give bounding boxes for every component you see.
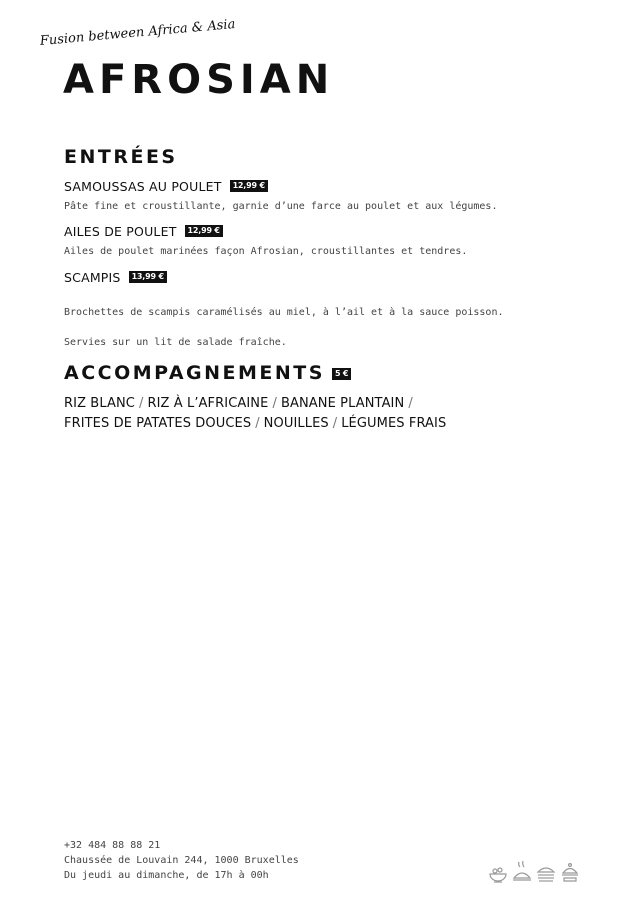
entrees-title: ENTRÉES: [64, 146, 178, 168]
item-description: Ailes de poulet marinées façon Afrosian, croustillantes et tendres.: [64, 246, 468, 257]
price-badge: 13,99 €: [129, 271, 167, 283]
cloche-icon: [560, 862, 580, 884]
footer-contact: [64, 838, 299, 883]
side-item: LÉGUMES FRAIS: [341, 416, 447, 431]
separator: /: [332, 416, 338, 431]
price-badge: 5 €: [332, 368, 351, 380]
separator: /: [255, 416, 260, 431]
side-item: BANANE PLANTAIN: [280, 396, 405, 411]
bowl-icon: [488, 864, 508, 884]
menu-item-samoussas: [64, 178, 584, 214]
separator: /: [138, 396, 144, 411]
hot-dish-icon: [512, 860, 532, 884]
side-item: FRITES DE PATATES DOUCES: [64, 416, 252, 431]
accompagnements-header: [64, 364, 351, 383]
item-description: Pâte fine et croustillante, garnie d’une farce au poulet et aux légumes.: [64, 201, 498, 212]
food-icons: [488, 860, 580, 884]
phone-number: +32 484 88 88 21: [64, 840, 161, 851]
item-description-line: Brochettes de scampis caramélisés au miel, à l’ail et à la sauce poisson.: [64, 307, 504, 318]
side-item: RIZ À L’AFRICAINE: [147, 396, 269, 411]
item-name: SCAMPIS: [64, 269, 121, 285]
separator: /: [408, 396, 413, 411]
item-description: [64, 290, 584, 365]
sides-list: [64, 394, 524, 434]
accompagnements-title: ACCOMPAGNEMENTS: [64, 362, 325, 384]
price-badge: 12,99 €: [230, 180, 268, 192]
side-item: NOUILLES: [263, 416, 329, 431]
item-description-line: Servies sur un lit de salade fraîche.: [64, 337, 287, 348]
price-badge: 12,99 €: [185, 225, 223, 237]
separator: /: [272, 396, 277, 411]
address: Chaussée de Louvain 244, 1000 Bruxelles: [64, 855, 299, 866]
menu-item-scampis: [64, 269, 584, 365]
burger-icon: [536, 864, 556, 884]
restaurant-logo: AFROSIAN: [63, 57, 335, 103]
item-name: SAMOUSSAS AU POULET: [64, 178, 222, 194]
item-name: AILES DE POULET: [64, 223, 177, 239]
opening-hours: Du jeudi au dimanche, de 17h à 00h: [64, 870, 269, 881]
side-item: RIZ BLANC: [64, 396, 135, 411]
tagline: Fusion between Africa & Asia: [39, 16, 236, 49]
menu-item-ailes: [64, 223, 584, 259]
